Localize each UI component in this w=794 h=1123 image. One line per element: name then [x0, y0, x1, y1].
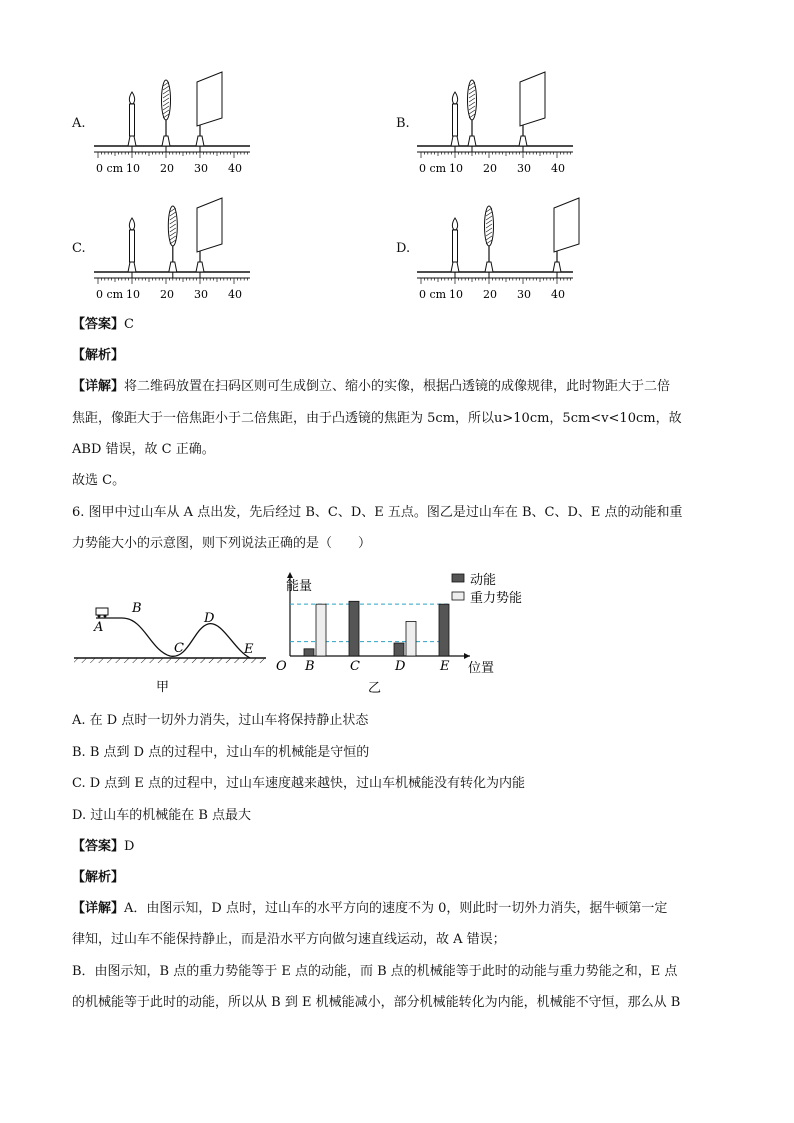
ruler-tick-label: 30	[517, 162, 531, 175]
option-a-bench-figure	[92, 66, 262, 178]
candle-flame-icon	[452, 92, 457, 104]
light-screen-icon	[197, 72, 222, 126]
ruler-tick-label: 30	[194, 162, 208, 175]
holder-base	[519, 136, 527, 146]
holder-base	[468, 136, 476, 146]
point-d-label: D	[204, 611, 215, 626]
figure-yi-caption: 乙	[368, 681, 382, 696]
q6-detail-line-4: 的机械能等于此时的动能，所以从 B 到 E 机械能减小，部分机械能转化为内能，机械能不守恒，那么从 B	[72, 995, 681, 1010]
ruler-tick-label: 40	[228, 162, 242, 175]
category-label-B: B	[305, 659, 315, 674]
option-c-bench-figure	[92, 192, 262, 304]
ruler-tick-label: 20	[160, 162, 174, 175]
holder-base	[162, 136, 170, 146]
bar-potential-B	[316, 604, 326, 656]
roller-coaster-figure	[70, 598, 270, 698]
point-e-label: E	[244, 642, 254, 657]
ruler-tick-label: 30	[517, 288, 531, 301]
ruler-tick-label: 0 cm	[96, 162, 124, 175]
q6-detail-line-3: B．由图示知，B 点的重力势能等于 E 点的动能，而 B 点的机械能等于此时的动能与重力势能之和，E 点	[72, 964, 678, 979]
holder-base	[169, 262, 177, 272]
category-label-C: C	[350, 659, 360, 674]
chart-xlabel: 位置	[468, 661, 495, 676]
ruler-tick-label: 20	[160, 288, 174, 301]
figure-jia-caption: 甲	[156, 680, 170, 695]
q6-option-c: C. D 点到 E 点的过程中，过山车速度越来越快，过山车机械能没有转化为内能	[72, 776, 526, 791]
ruler-tick-label: 20	[483, 162, 497, 175]
ruler-tick-label: 10	[126, 288, 140, 301]
candle-icon	[130, 230, 135, 262]
q6-analysis-label: 【解析】	[72, 870, 125, 885]
light-screen-icon	[520, 72, 545, 126]
option-b-label: B.	[396, 116, 410, 131]
cart-icon	[96, 608, 108, 615]
point-c-label: C	[174, 641, 184, 656]
legend-kinetic-swatch	[452, 574, 464, 582]
holder-base	[196, 262, 204, 272]
point-b-label: B	[132, 601, 142, 616]
point-a-label: A	[94, 620, 104, 635]
chart-ylabel: 能量	[286, 579, 313, 594]
ruler-tick-label: 40	[551, 162, 565, 175]
candle-icon	[130, 104, 135, 136]
holder-base	[451, 136, 459, 146]
candle-icon	[453, 230, 458, 262]
q5-answer: 【答案】C	[72, 317, 134, 332]
option-a-label: A.	[72, 116, 86, 131]
x-axis-arrow	[464, 653, 470, 659]
bar-potential-D	[406, 621, 416, 656]
option-d-bench-figure	[415, 192, 585, 304]
holder-base	[451, 262, 459, 272]
holder-base	[485, 262, 493, 272]
y-axis-arrow	[287, 572, 293, 578]
q5-conclusion: 故选 C。	[72, 473, 126, 488]
q6-stem-line-2: 力势能大小的示意图，则下列说法正确的是（ ）	[72, 536, 372, 551]
ruler-tick-label: 0 cm	[419, 162, 447, 175]
ruler-tick-label: 10	[449, 288, 463, 301]
option-d-label: D.	[396, 241, 411, 256]
ruler-tick-label: 30	[194, 288, 208, 301]
holder-base	[196, 136, 204, 146]
holder-base	[128, 262, 136, 272]
ruler-tick-label: 10	[449, 162, 463, 175]
ruler-tick-label: 0 cm	[419, 288, 447, 301]
energy-bar-chart	[272, 568, 542, 698]
bar-kinetic-D	[394, 643, 404, 656]
chart-origin: O	[276, 659, 287, 674]
bar-kinetic-E	[439, 604, 449, 656]
category-label-E: E	[440, 659, 450, 674]
holder-base	[128, 136, 136, 146]
q6-option-d: D. 过山车的机械能在 B 点最大	[72, 808, 252, 823]
option-c-label: C.	[72, 241, 86, 256]
bar-kinetic-C	[349, 601, 359, 656]
option-b-bench-figure	[415, 66, 585, 178]
category-label-D: D	[395, 659, 406, 674]
candle-flame-icon	[452, 218, 457, 230]
q6-option-a: A. 在 D 点时一切外力消失，过山车将保持静止状态	[72, 713, 369, 728]
ruler-tick-label: 0 cm	[96, 288, 124, 301]
candle-icon	[453, 104, 458, 136]
legend-potential-swatch	[452, 592, 464, 600]
light-screen-icon	[197, 198, 222, 252]
legend-kinetic-label: 动能	[470, 573, 497, 588]
q6-option-b: B. B 点到 D 点的过程中，过山车的机械能是守恒的	[72, 745, 370, 760]
q6-answer: 【答案】D	[72, 839, 135, 854]
light-screen-icon	[554, 198, 579, 252]
holder-base	[553, 262, 561, 272]
q5-detail-line-1: 【详解】将二维码放置在扫码区则可生成倒立、缩小的实像，根据凸透镜的成像规律，此时物距大于二倍	[72, 379, 671, 394]
ruler-tick-label: 40	[551, 288, 565, 301]
q6-detail-line-1: 【详解】A．由图示知，D 点时，过山车的水平方向的速度不为 0，则此时一切外力消失，据牛顿第一定	[72, 901, 668, 916]
q6-detail-line-2: 律知，过山车不能保持静止，而是沿水平方向做匀速直线运动，故 A 错误；	[72, 932, 506, 947]
ruler-tick-label: 40	[228, 288, 242, 301]
q5-detail-line-3: ABD 错误，故 C 正确。	[72, 442, 215, 457]
ruler-tick-label: 20	[483, 288, 497, 301]
q5-detail-line-2: 焦距，像距大于一倍焦距小于二倍焦距，由于凸透镜的焦距为 5cm，所以u>10cm，5cm<v<10cm，故	[72, 411, 682, 426]
legend-potential-label: 重力势能	[470, 591, 523, 606]
candle-flame-icon	[129, 218, 134, 230]
q6-stem-line-1: 6. 图甲中过山车从 A 点出发，先后经过 B、C、D、E 五点。图乙是过山车在 B、C、D、E 点的动能和重	[72, 505, 683, 520]
bar-kinetic-B	[304, 649, 314, 656]
ruler-tick-label: 10	[126, 162, 140, 175]
candle-flame-icon	[129, 92, 134, 104]
q5-analysis-label: 【解析】	[72, 348, 125, 363]
